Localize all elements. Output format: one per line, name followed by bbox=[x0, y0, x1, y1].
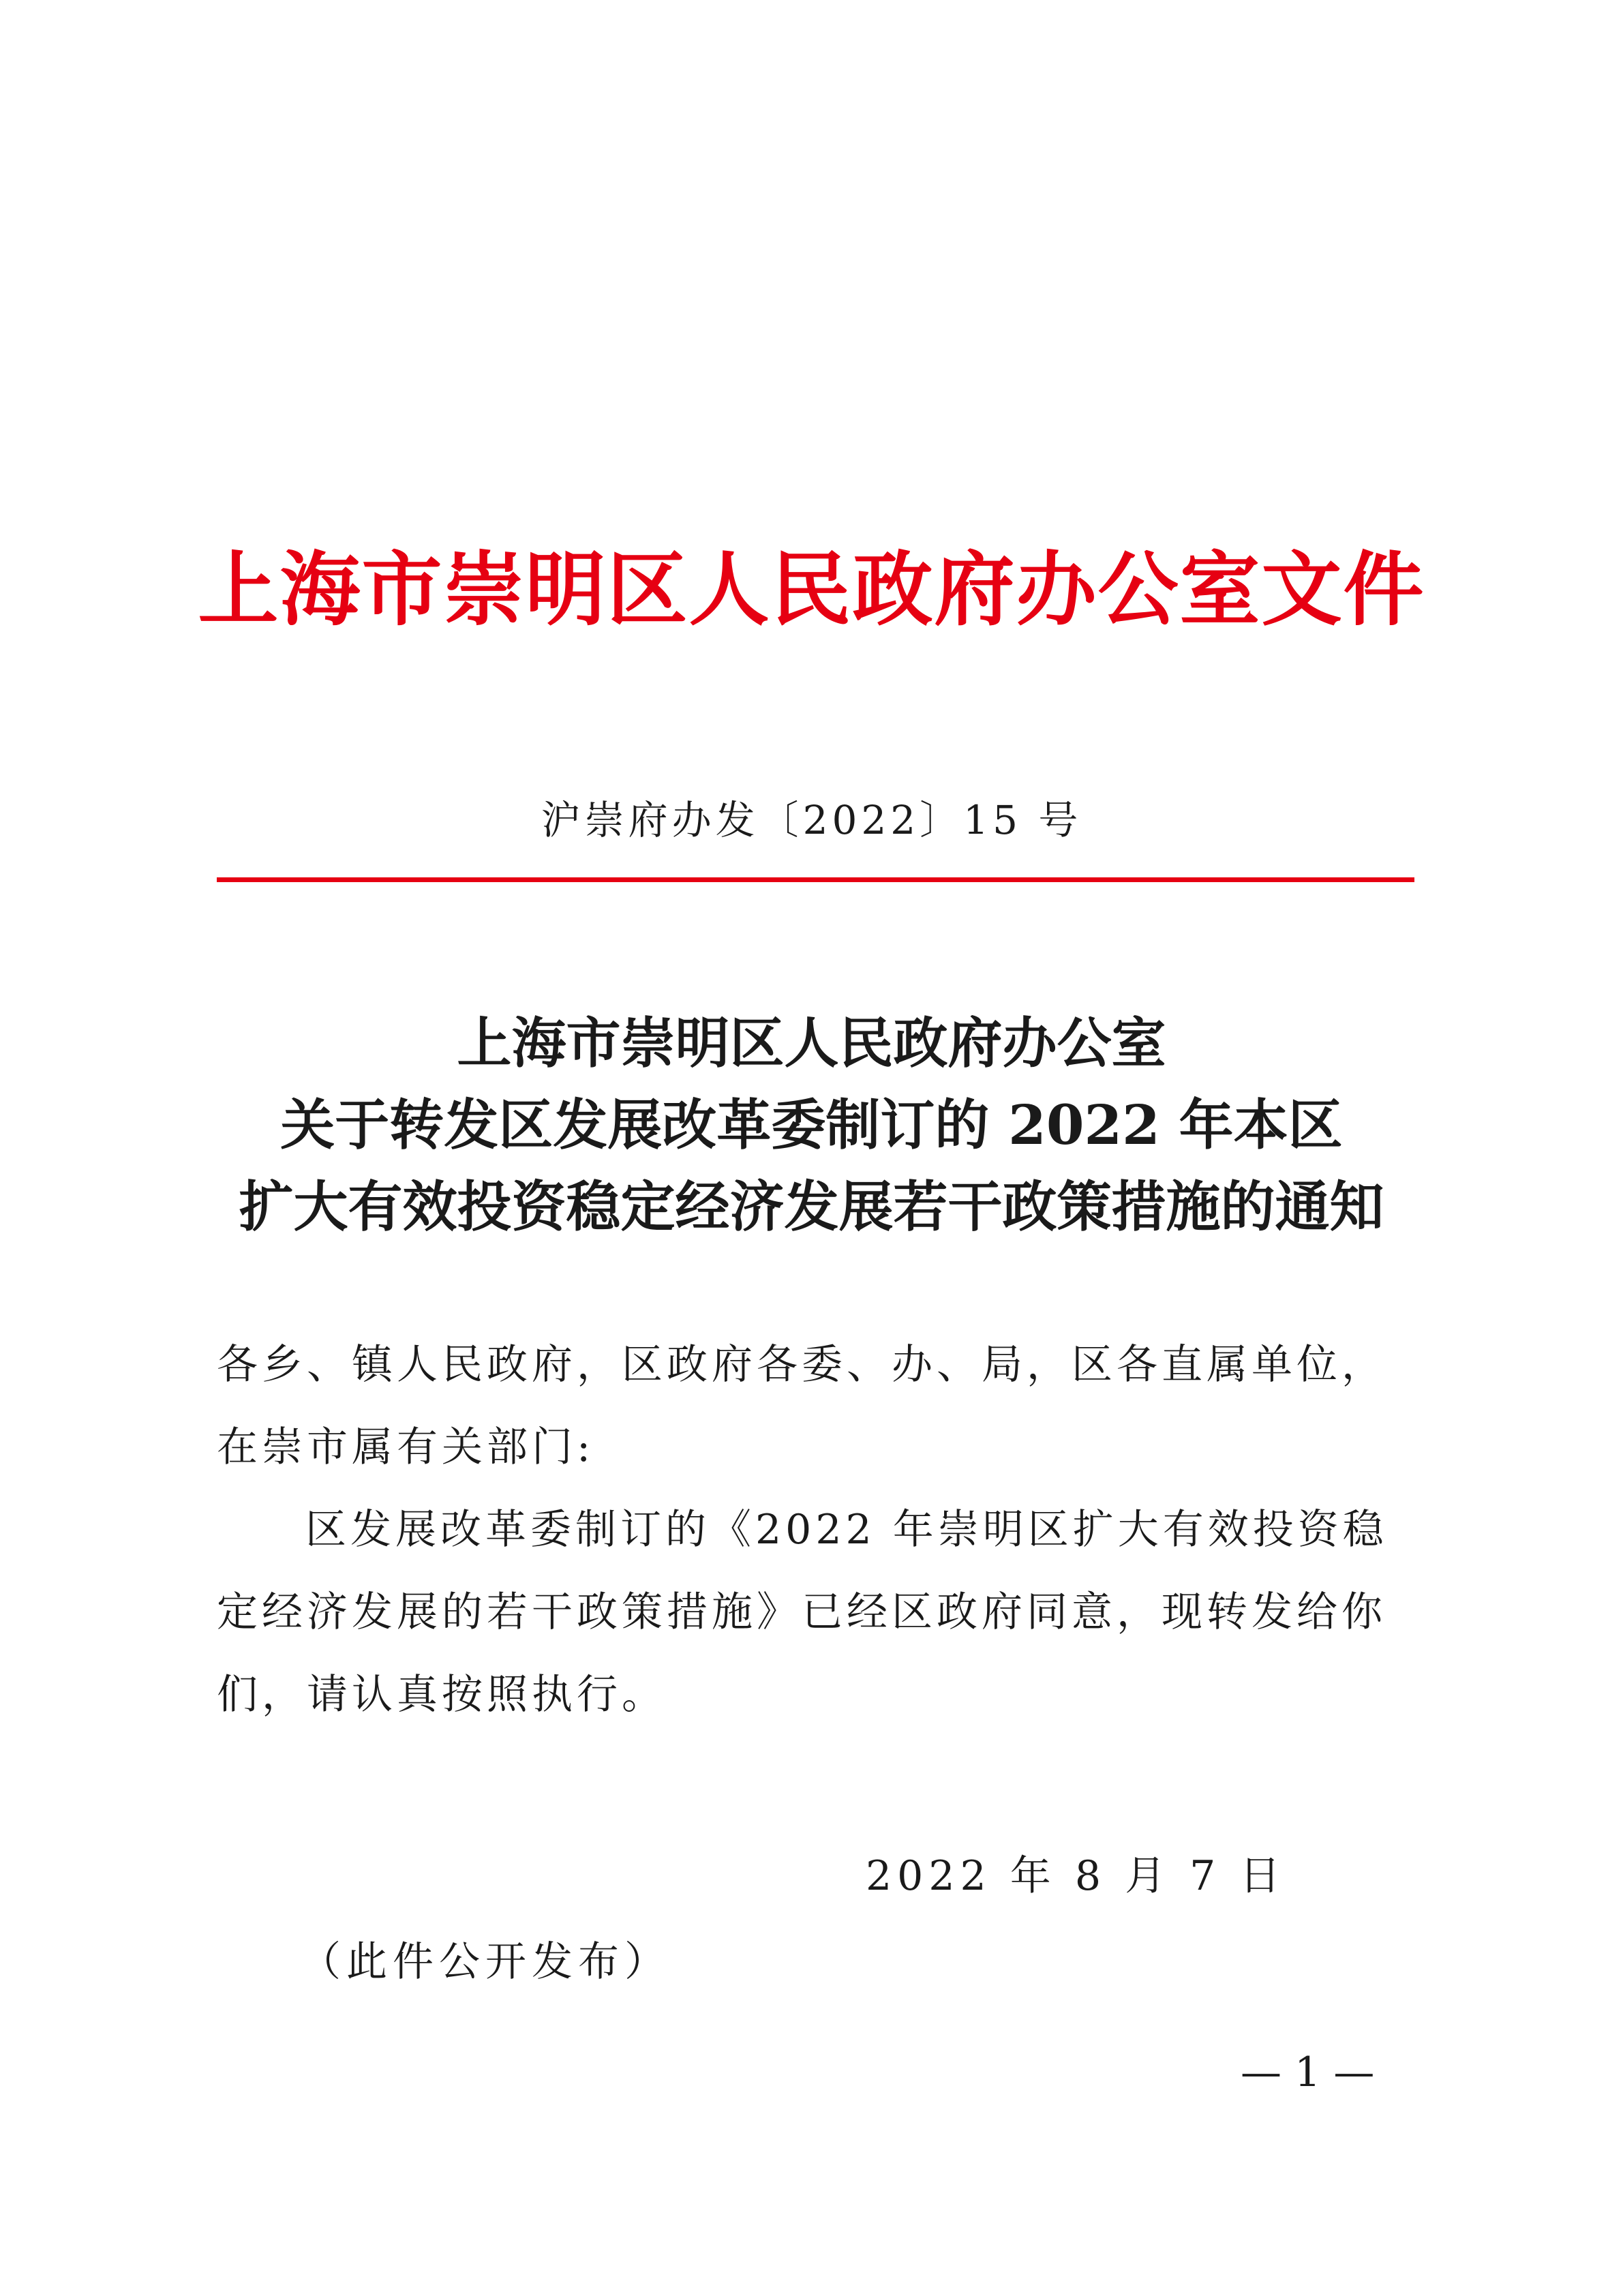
salutation: 各乡、镇人民政府，区政府各委、办、局，区各直属单位，在崇市属有关部门: bbox=[217, 1341, 1386, 1471]
body-paragraph: 区发展改革委制订的《2022 年崇明区扩大有效投资稳定经济发展的若干政策措施》已经区政府同意，现转发给你们，请认真按照执行。 bbox=[217, 1506, 1388, 1719]
issuer-masthead: 上海市崇明区人民政府办公室文件 bbox=[198, 542, 1425, 637]
issue-date: 2022 年 8 月 7 日 bbox=[866, 1852, 1286, 1900]
page-number: — 1 — bbox=[1241, 2049, 1375, 2096]
document-title bbox=[0, 1002, 1623, 1248]
title-line-1: 上海市崇明区人民政府办公室 bbox=[457, 1011, 1166, 1075]
title-line-3: 扩大有效投资稳定经济发展若干政策措施的通知 bbox=[239, 1175, 1384, 1239]
publication-note: （此件公开发布） bbox=[300, 1938, 671, 1986]
document-number: 沪崇府办发〔2022〕15 号 bbox=[541, 797, 1082, 843]
red-separator-line bbox=[217, 877, 1414, 882]
title-line-2: 关于转发区发展改革委制订的 2022 年本区 bbox=[280, 1093, 1343, 1157]
